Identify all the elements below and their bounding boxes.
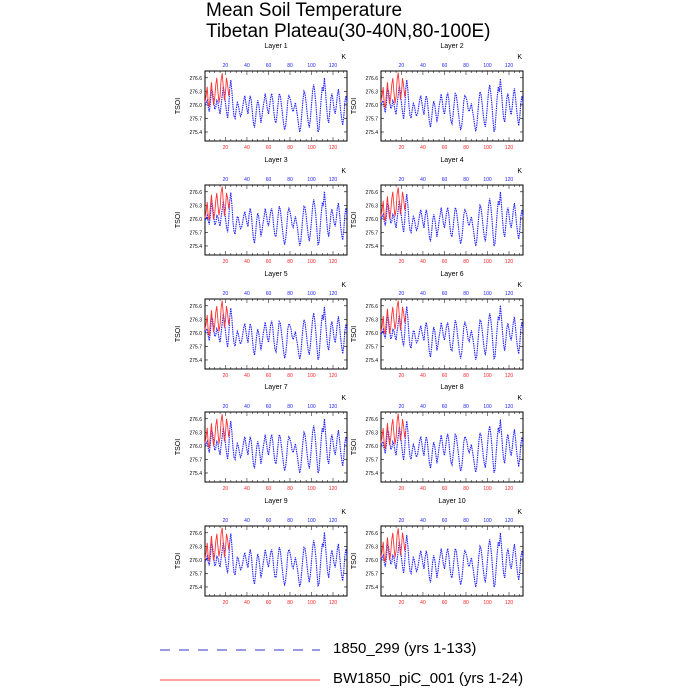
panel-7 bbox=[175, 384, 347, 492]
bottom-tick-label: 100 bbox=[483, 259, 492, 265]
units-label: K bbox=[517, 395, 522, 402]
bottom-tick-label: 40 bbox=[420, 259, 426, 265]
y-tick-label: 275.7 bbox=[365, 116, 378, 123]
y-axis-label: TSOI bbox=[351, 325, 358, 343]
bottom-tick-label: 100 bbox=[483, 373, 492, 379]
chart-title: Mean Soil Temperature bbox=[206, 0, 403, 21]
units-label: K bbox=[517, 509, 522, 516]
series-line-bw1850 bbox=[205, 528, 230, 561]
panel-label: Layer 6 bbox=[440, 271, 464, 278]
y-tick-label: 276.6 bbox=[365, 189, 378, 196]
y-tick-label: 276.0 bbox=[365, 102, 378, 109]
top-tick-label: 60 bbox=[265, 177, 272, 183]
panel-6 bbox=[351, 271, 523, 379]
bottom-tick-label: 40 bbox=[420, 600, 426, 606]
top-tick-label: 60 bbox=[441, 291, 448, 297]
bottom-tick-label: 20 bbox=[398, 373, 405, 379]
bottom-tick-label: 40 bbox=[244, 145, 250, 151]
y-tick-label: 275.7 bbox=[189, 571, 202, 578]
bottom-tick-label: 120 bbox=[328, 145, 338, 151]
y-tick-label: 276.3 bbox=[365, 317, 378, 324]
top-tick-label: 60 bbox=[265, 518, 272, 524]
top-tick-label: 60 bbox=[265, 291, 272, 297]
units-label: K bbox=[517, 168, 522, 175]
top-tick-label: 40 bbox=[420, 404, 426, 410]
bottom-tick-label: 100 bbox=[307, 259, 316, 265]
top-tick-label: 100 bbox=[307, 63, 316, 69]
bottom-tick-label: 20 bbox=[398, 486, 405, 492]
bottom-tick-label: 120 bbox=[504, 145, 514, 151]
top-tick-label: 100 bbox=[483, 177, 492, 183]
bottom-tick-label: 20 bbox=[398, 145, 405, 151]
top-tick-label: 100 bbox=[307, 518, 316, 524]
panel-3 bbox=[175, 157, 347, 265]
series-line-bw1850 bbox=[205, 73, 230, 107]
panel-label: Layer 4 bbox=[440, 157, 464, 164]
y-tick-label: 275.7 bbox=[365, 571, 378, 578]
y-axis-label: TSOI bbox=[175, 97, 182, 115]
bottom-tick-label: 60 bbox=[265, 486, 272, 492]
series-line-bw1850 bbox=[381, 187, 406, 221]
panel-1 bbox=[175, 43, 347, 151]
bottom-tick-label: 80 bbox=[463, 486, 469, 492]
units-label: K bbox=[341, 54, 346, 61]
top-tick-label: 120 bbox=[504, 404, 514, 410]
top-tick-label: 60 bbox=[441, 63, 448, 69]
bottom-tick-label: 40 bbox=[244, 373, 250, 379]
bottom-tick-label: 80 bbox=[463, 600, 469, 606]
bottom-tick-label: 20 bbox=[222, 600, 229, 606]
y-tick-label: 276.0 bbox=[189, 330, 202, 337]
top-tick-label: 40 bbox=[244, 291, 250, 297]
bottom-tick-label: 120 bbox=[328, 259, 338, 265]
y-tick-label: 276.6 bbox=[189, 530, 202, 537]
bottom-tick-label: 80 bbox=[287, 486, 293, 492]
panel-5 bbox=[175, 271, 347, 379]
y-tick-label: 276.0 bbox=[189, 557, 202, 564]
bottom-tick-label: 40 bbox=[420, 486, 426, 492]
y-tick-label: 275.4 bbox=[365, 584, 378, 591]
bottom-tick-label: 60 bbox=[441, 486, 448, 492]
y-tick-label: 275.4 bbox=[189, 584, 202, 591]
bottom-tick-label: 40 bbox=[244, 486, 250, 492]
legend-item-bw1850 bbox=[160, 669, 580, 689]
bottom-tick-label: 100 bbox=[307, 600, 316, 606]
top-tick-label: 120 bbox=[328, 518, 338, 524]
series-line-bw1850 bbox=[205, 187, 230, 220]
bottom-tick-label: 80 bbox=[287, 145, 293, 151]
y-tick-label: 275.7 bbox=[189, 344, 202, 351]
y-axis-label: TSOI bbox=[175, 552, 182, 570]
bottom-tick-label: 100 bbox=[483, 486, 492, 492]
y-tick-label: 275.7 bbox=[365, 344, 378, 351]
top-tick-label: 80 bbox=[463, 518, 469, 524]
y-tick-label: 275.4 bbox=[365, 129, 378, 136]
top-tick-label: 60 bbox=[441, 518, 448, 524]
top-tick-label: 40 bbox=[244, 518, 250, 524]
top-tick-label: 60 bbox=[265, 63, 272, 69]
y-tick-label: 275.4 bbox=[189, 470, 202, 477]
top-tick-label: 20 bbox=[398, 404, 405, 410]
panel-label: Layer 9 bbox=[264, 498, 288, 505]
bottom-tick-label: 120 bbox=[328, 600, 338, 606]
bottom-tick-label: 100 bbox=[307, 145, 316, 151]
series-line-bw1850 bbox=[205, 414, 230, 448]
bottom-tick-label: 100 bbox=[307, 486, 316, 492]
bottom-tick-label: 80 bbox=[463, 145, 469, 151]
top-tick-label: 60 bbox=[441, 404, 448, 410]
top-tick-label: 100 bbox=[307, 291, 316, 297]
bottom-tick-label: 100 bbox=[483, 600, 492, 606]
y-tick-label: 276.0 bbox=[365, 330, 378, 337]
top-tick-label: 20 bbox=[398, 63, 405, 69]
y-tick-label: 275.4 bbox=[365, 357, 378, 364]
y-axis-label: TSOI bbox=[351, 552, 358, 570]
bottom-tick-label: 120 bbox=[504, 486, 514, 492]
y-tick-label: 275.4 bbox=[189, 129, 202, 136]
top-tick-label: 120 bbox=[504, 518, 514, 524]
top-tick-label: 100 bbox=[483, 291, 492, 297]
top-tick-label: 100 bbox=[483, 63, 492, 69]
top-tick-label: 20 bbox=[398, 177, 405, 183]
panel-label: Layer 1 bbox=[264, 43, 288, 50]
panel-label: Layer 7 bbox=[264, 384, 288, 391]
units-label: K bbox=[517, 282, 522, 289]
y-tick-label: 276.0 bbox=[189, 443, 202, 450]
top-tick-label: 80 bbox=[463, 177, 469, 183]
series-line-bw1850 bbox=[381, 301, 406, 334]
top-tick-label: 60 bbox=[441, 177, 448, 183]
top-tick-label: 20 bbox=[222, 291, 229, 297]
panel-10 bbox=[351, 498, 523, 606]
y-tick-label: 276.6 bbox=[189, 75, 202, 82]
chart-subtitle: Tibetan Plateau(30-40N,80-100E) bbox=[206, 21, 491, 42]
y-tick-label: 276.3 bbox=[189, 89, 202, 96]
top-tick-label: 100 bbox=[483, 404, 492, 410]
bottom-tick-label: 60 bbox=[265, 259, 272, 265]
bottom-tick-label: 100 bbox=[307, 373, 316, 379]
y-tick-label: 276.3 bbox=[365, 89, 378, 96]
top-tick-label: 80 bbox=[463, 404, 469, 410]
legend-solid-line-icon bbox=[160, 669, 330, 689]
y-axis-label: TSOI bbox=[175, 325, 182, 343]
y-tick-label: 275.7 bbox=[365, 230, 378, 237]
y-tick-label: 276.3 bbox=[189, 430, 202, 437]
y-tick-label: 275.4 bbox=[189, 243, 202, 250]
y-tick-label: 276.3 bbox=[365, 430, 378, 437]
top-tick-label: 100 bbox=[307, 177, 316, 183]
bottom-tick-label: 40 bbox=[244, 259, 250, 265]
y-tick-label: 276.0 bbox=[189, 216, 202, 223]
top-tick-label: 40 bbox=[420, 291, 426, 297]
units-label: K bbox=[517, 54, 522, 61]
y-tick-label: 275.7 bbox=[365, 457, 378, 464]
bottom-tick-label: 20 bbox=[398, 600, 405, 606]
y-tick-label: 276.0 bbox=[189, 102, 202, 109]
top-tick-label: 100 bbox=[307, 404, 316, 410]
top-tick-label: 120 bbox=[504, 177, 514, 183]
series-line-bw1850 bbox=[381, 528, 406, 562]
panel-label: Layer 5 bbox=[264, 271, 288, 278]
panel-label: Layer 2 bbox=[440, 43, 464, 50]
bottom-tick-label: 60 bbox=[441, 373, 448, 379]
y-tick-label: 276.3 bbox=[189, 317, 202, 324]
bottom-tick-label: 60 bbox=[265, 600, 272, 606]
bottom-tick-label: 20 bbox=[398, 259, 405, 265]
units-label: K bbox=[341, 168, 346, 175]
bottom-tick-label: 80 bbox=[463, 373, 469, 379]
bottom-tick-label: 120 bbox=[504, 259, 514, 265]
top-tick-label: 20 bbox=[398, 291, 405, 297]
y-axis-label: TSOI bbox=[351, 438, 358, 456]
bottom-tick-label: 60 bbox=[441, 259, 448, 265]
y-tick-label: 276.0 bbox=[365, 557, 378, 564]
panel-label: Layer 8 bbox=[440, 384, 464, 391]
y-tick-label: 275.4 bbox=[189, 357, 202, 364]
bottom-tick-label: 60 bbox=[441, 600, 448, 606]
bottom-tick-label: 20 bbox=[222, 259, 229, 265]
bottom-tick-label: 20 bbox=[222, 373, 229, 379]
y-axis-label: TSOI bbox=[175, 211, 182, 229]
top-tick-label: 20 bbox=[222, 63, 229, 69]
y-tick-label: 276.3 bbox=[189, 544, 202, 551]
top-tick-label: 60 bbox=[265, 404, 272, 410]
legend-item-1850-299 bbox=[160, 639, 580, 659]
bottom-tick-label: 120 bbox=[504, 600, 514, 606]
top-tick-label: 40 bbox=[420, 518, 426, 524]
top-tick-label: 20 bbox=[398, 518, 405, 524]
bottom-tick-label: 60 bbox=[441, 145, 448, 151]
y-tick-label: 276.6 bbox=[365, 303, 378, 310]
panel-2 bbox=[351, 43, 523, 151]
y-tick-label: 276.3 bbox=[365, 544, 378, 551]
top-tick-label: 20 bbox=[222, 518, 229, 524]
panel-4 bbox=[351, 157, 523, 265]
top-tick-label: 80 bbox=[463, 63, 469, 69]
panel-label: Layer 10 bbox=[438, 498, 466, 505]
bottom-tick-label: 40 bbox=[420, 145, 426, 151]
bottom-tick-label: 80 bbox=[287, 600, 293, 606]
top-tick-label: 40 bbox=[420, 63, 426, 69]
bottom-tick-label: 40 bbox=[420, 373, 426, 379]
legend-dashed-line-icon bbox=[160, 639, 330, 659]
bottom-tick-label: 80 bbox=[287, 259, 293, 265]
top-tick-label: 40 bbox=[244, 63, 250, 69]
y-tick-label: 275.7 bbox=[189, 457, 202, 464]
top-tick-label: 120 bbox=[328, 291, 338, 297]
bottom-tick-label: 120 bbox=[504, 373, 514, 379]
top-tick-label: 20 bbox=[222, 177, 229, 183]
panel-label: Layer 3 bbox=[264, 157, 288, 164]
y-tick-label: 276.3 bbox=[189, 203, 202, 210]
y-tick-label: 276.6 bbox=[365, 75, 378, 82]
bottom-tick-label: 20 bbox=[222, 145, 229, 151]
top-tick-label: 120 bbox=[328, 404, 338, 410]
bottom-tick-label: 60 bbox=[265, 145, 272, 151]
units-label: K bbox=[341, 509, 346, 516]
top-tick-label: 80 bbox=[287, 291, 293, 297]
bottom-tick-label: 120 bbox=[328, 486, 338, 492]
bottom-tick-label: 20 bbox=[222, 486, 229, 492]
y-tick-label: 276.0 bbox=[365, 443, 378, 450]
y-tick-label: 275.7 bbox=[189, 230, 202, 237]
y-axis-label: TSOI bbox=[351, 211, 358, 229]
y-tick-label: 276.6 bbox=[365, 416, 378, 423]
bottom-tick-label: 40 bbox=[244, 600, 250, 606]
y-axis-label: TSOI bbox=[175, 438, 182, 456]
top-tick-label: 120 bbox=[328, 177, 338, 183]
y-tick-label: 275.4 bbox=[365, 470, 378, 477]
bottom-tick-label: 60 bbox=[265, 373, 272, 379]
top-tick-label: 20 bbox=[222, 404, 229, 410]
panel-9 bbox=[175, 498, 347, 606]
bottom-tick-label: 120 bbox=[328, 373, 338, 379]
legend-label-1850-299: 1850_299 (yrs 1-133) bbox=[333, 640, 477, 657]
top-tick-label: 40 bbox=[244, 404, 250, 410]
y-tick-label: 276.6 bbox=[189, 416, 202, 423]
top-tick-label: 120 bbox=[504, 63, 514, 69]
top-tick-label: 80 bbox=[287, 177, 293, 183]
top-tick-label: 40 bbox=[244, 177, 250, 183]
y-tick-label: 276.6 bbox=[189, 303, 202, 310]
top-tick-label: 100 bbox=[483, 518, 492, 524]
y-tick-label: 275.7 bbox=[189, 116, 202, 123]
bottom-tick-label: 80 bbox=[463, 259, 469, 265]
top-tick-label: 80 bbox=[287, 404, 293, 410]
units-label: K bbox=[341, 282, 346, 289]
y-tick-label: 276.6 bbox=[189, 189, 202, 196]
units-label: K bbox=[341, 395, 346, 402]
y-tick-label: 276.6 bbox=[365, 530, 378, 537]
top-tick-label: 40 bbox=[420, 177, 426, 183]
panel-8 bbox=[351, 384, 523, 492]
legend-label-bw1850: BW1850_piC_001 (yrs 1-24) bbox=[333, 670, 524, 687]
top-tick-label: 80 bbox=[463, 291, 469, 297]
y-tick-label: 275.4 bbox=[365, 243, 378, 250]
top-tick-label: 80 bbox=[287, 518, 293, 524]
top-tick-label: 120 bbox=[328, 63, 338, 69]
bottom-tick-label: 100 bbox=[483, 145, 492, 151]
y-axis-label: TSOI bbox=[351, 97, 358, 115]
y-tick-label: 276.0 bbox=[365, 216, 378, 223]
bottom-tick-label: 80 bbox=[287, 373, 293, 379]
top-tick-label: 80 bbox=[287, 63, 293, 69]
top-tick-label: 120 bbox=[504, 291, 514, 297]
y-tick-label: 276.3 bbox=[365, 203, 378, 210]
